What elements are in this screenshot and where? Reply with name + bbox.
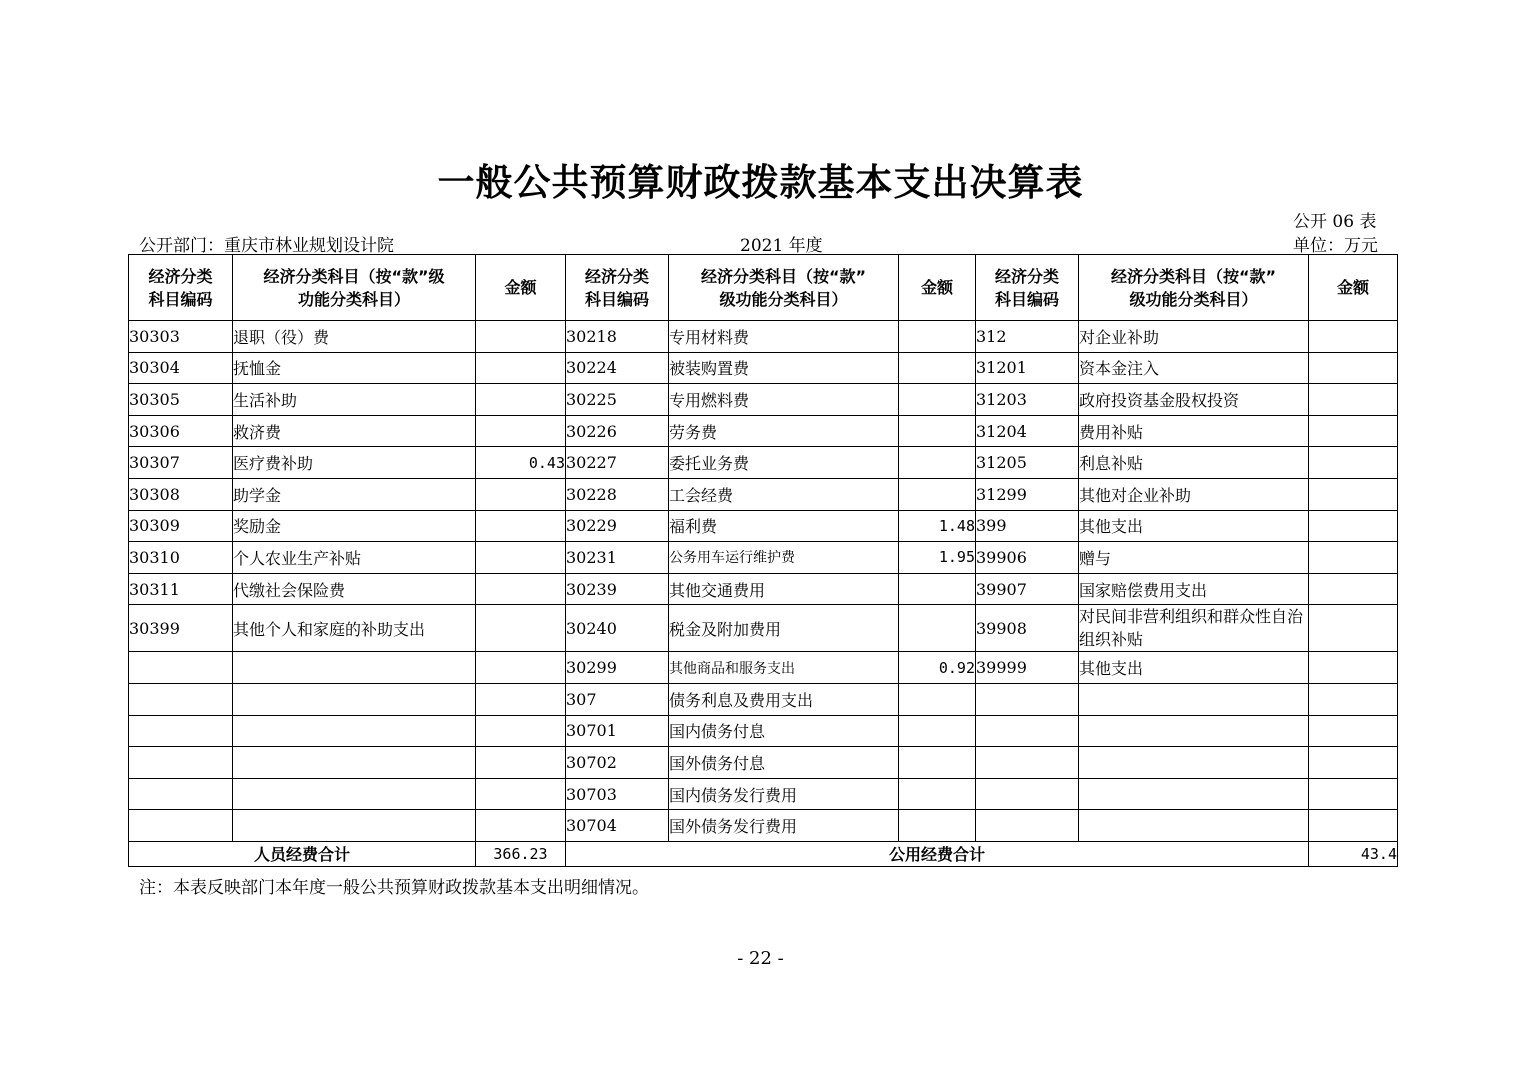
code-cell: 30305 bbox=[129, 384, 233, 416]
amount-cell bbox=[476, 478, 566, 510]
table-row bbox=[129, 747, 1398, 779]
name-cell: 劳务费 bbox=[669, 415, 899, 447]
amount-cell bbox=[1309, 810, 1398, 842]
amount-cell bbox=[1309, 542, 1398, 574]
code-cell bbox=[129, 652, 233, 684]
name-cell: 医疗费补助 bbox=[233, 447, 476, 479]
amount-cell: 1.48 bbox=[899, 510, 976, 542]
name-cell: 对民间非营利组织和群众性自治组织补贴 bbox=[1079, 605, 1309, 652]
header-code-3: 经济分类 科目编码 bbox=[976, 255, 1079, 321]
amount-cell bbox=[899, 573, 976, 605]
amount-cell bbox=[476, 573, 566, 605]
amount-cell bbox=[899, 810, 976, 842]
amount-cell: 1.95 bbox=[899, 542, 976, 574]
name-cell: 退职（役）费 bbox=[233, 321, 476, 353]
amount-cell bbox=[476, 321, 566, 353]
code-cell: 30229 bbox=[566, 510, 669, 542]
code-cell: 30703 bbox=[566, 778, 669, 810]
totals-row bbox=[129, 841, 1398, 866]
unit-label: 单位：万元 bbox=[1293, 236, 1378, 256]
code-cell: 30225 bbox=[566, 384, 669, 416]
name-cell: 国外债务付息 bbox=[669, 747, 899, 779]
amount-cell bbox=[1309, 384, 1398, 416]
name-cell: 资本金注入 bbox=[1079, 352, 1309, 384]
code-cell: 30308 bbox=[129, 478, 233, 510]
code-cell: 30304 bbox=[129, 352, 233, 384]
table-row bbox=[129, 810, 1398, 842]
amount-cell bbox=[1309, 778, 1398, 810]
code-cell: 31205 bbox=[976, 447, 1079, 479]
amount-cell bbox=[476, 683, 566, 715]
amount-cell bbox=[899, 605, 976, 652]
department-label: 公开部门：重庆市林业规划设计院 bbox=[139, 236, 394, 256]
footnote: 注：本表反映部门本年度一般公共预算财政拨款基本支出明细情况。 bbox=[139, 878, 649, 898]
code-cell: 30224 bbox=[566, 352, 669, 384]
public-total-value: 43.4 bbox=[1309, 841, 1398, 866]
amount-cell bbox=[899, 747, 976, 779]
name-cell bbox=[1079, 683, 1309, 715]
code-cell: 30399 bbox=[129, 605, 233, 652]
amount-cell bbox=[1309, 478, 1398, 510]
code-cell: 39907 bbox=[976, 573, 1079, 605]
code-cell: 39908 bbox=[976, 605, 1079, 652]
header-amount-2: 金额 bbox=[899, 255, 976, 321]
code-cell bbox=[976, 810, 1079, 842]
name-cell: 工会经费 bbox=[669, 478, 899, 510]
code-cell: 31204 bbox=[976, 415, 1079, 447]
code-cell: 30226 bbox=[566, 415, 669, 447]
table-row bbox=[129, 384, 1398, 416]
amount-cell bbox=[899, 384, 976, 416]
amount-cell bbox=[1309, 652, 1398, 684]
name-cell: 债务利息及费用支出 bbox=[669, 683, 899, 715]
table-row bbox=[129, 778, 1398, 810]
name-cell: 对企业补助 bbox=[1079, 321, 1309, 353]
amount-cell bbox=[476, 510, 566, 542]
code-cell: 30231 bbox=[566, 542, 669, 574]
table-row bbox=[129, 415, 1398, 447]
code-cell: 399 bbox=[976, 510, 1079, 542]
name-cell: 个人农业生产补贴 bbox=[233, 542, 476, 574]
amount-cell bbox=[476, 352, 566, 384]
amount-cell bbox=[1309, 447, 1398, 479]
table-row bbox=[129, 321, 1398, 353]
amount-cell bbox=[476, 384, 566, 416]
table-row bbox=[129, 683, 1398, 715]
code-cell bbox=[129, 747, 233, 779]
amount-cell bbox=[476, 778, 566, 810]
code-cell: 30239 bbox=[566, 573, 669, 605]
amount-cell bbox=[1309, 747, 1398, 779]
fiscal-year: 2021 年度 bbox=[740, 236, 823, 256]
amount-cell bbox=[899, 415, 976, 447]
name-cell: 专用燃料费 bbox=[669, 384, 899, 416]
amount-cell bbox=[899, 683, 976, 715]
amount-cell bbox=[1309, 352, 1398, 384]
amount-cell bbox=[476, 747, 566, 779]
code-cell: 30227 bbox=[566, 447, 669, 479]
header-amount-1: 金额 bbox=[476, 255, 566, 321]
table-row bbox=[129, 352, 1398, 384]
code-cell: 30704 bbox=[566, 810, 669, 842]
amount-cell bbox=[1309, 573, 1398, 605]
form-number: 公开 06 表 bbox=[1293, 212, 1377, 232]
code-cell bbox=[129, 778, 233, 810]
code-cell bbox=[129, 715, 233, 747]
expenditure-table bbox=[128, 254, 1398, 867]
amount-cell bbox=[899, 715, 976, 747]
name-cell: 其他个人和家庭的补助支出 bbox=[233, 605, 476, 652]
table-row bbox=[129, 510, 1398, 542]
name-cell: 助学金 bbox=[233, 478, 476, 510]
amount-cell bbox=[1309, 415, 1398, 447]
name-cell: 其他商品和服务支出 bbox=[669, 652, 899, 684]
code-cell: 30306 bbox=[129, 415, 233, 447]
code-cell: 30310 bbox=[129, 542, 233, 574]
amount-cell bbox=[1309, 510, 1398, 542]
name-cell: 奖励金 bbox=[233, 510, 476, 542]
name-cell: 其他支出 bbox=[1079, 652, 1309, 684]
name-cell bbox=[1079, 810, 1309, 842]
name-cell: 被装购置费 bbox=[669, 352, 899, 384]
name-cell bbox=[233, 810, 476, 842]
name-cell: 国内债务发行费用 bbox=[669, 778, 899, 810]
code-cell: 31299 bbox=[976, 478, 1079, 510]
header-name-1: 经济分类科目（按“款”级 功能分类科目） bbox=[233, 255, 476, 321]
name-cell bbox=[1079, 715, 1309, 747]
header-code-2: 经济分类 科目编码 bbox=[566, 255, 669, 321]
code-cell: 30311 bbox=[129, 573, 233, 605]
name-cell: 公务用车运行维护费 bbox=[669, 542, 899, 574]
code-cell: 30240 bbox=[566, 605, 669, 652]
name-cell bbox=[233, 715, 476, 747]
amount-cell bbox=[476, 415, 566, 447]
page-number: - 22 - bbox=[737, 948, 784, 969]
code-cell: 30701 bbox=[566, 715, 669, 747]
name-cell: 其他对企业补助 bbox=[1079, 478, 1309, 510]
code-cell bbox=[976, 683, 1079, 715]
personnel-total-value: 366.23 bbox=[476, 841, 566, 866]
code-cell: 312 bbox=[976, 321, 1079, 353]
table-header-row bbox=[129, 255, 1398, 321]
code-cell: 30303 bbox=[129, 321, 233, 353]
name-cell bbox=[233, 778, 476, 810]
table-row bbox=[129, 605, 1398, 652]
amount-cell bbox=[899, 447, 976, 479]
name-cell: 专用材料费 bbox=[669, 321, 899, 353]
code-cell bbox=[129, 810, 233, 842]
amount-cell bbox=[476, 652, 566, 684]
name-cell bbox=[1079, 747, 1309, 779]
code-cell: 30309 bbox=[129, 510, 233, 542]
amount-cell bbox=[1309, 605, 1398, 652]
code-cell: 39906 bbox=[976, 542, 1079, 574]
name-cell: 费用补贴 bbox=[1079, 415, 1309, 447]
table-row bbox=[129, 542, 1398, 574]
code-cell: 30702 bbox=[566, 747, 669, 779]
amount-cell bbox=[899, 478, 976, 510]
name-cell: 国内债务付息 bbox=[669, 715, 899, 747]
name-cell: 国家赔偿费用支出 bbox=[1079, 573, 1309, 605]
amount-cell: 0.92 bbox=[899, 652, 976, 684]
table-row bbox=[129, 573, 1398, 605]
amount-cell bbox=[476, 542, 566, 574]
code-cell: 30307 bbox=[129, 447, 233, 479]
code-cell: 30228 bbox=[566, 478, 669, 510]
name-cell: 赠与 bbox=[1079, 542, 1309, 574]
name-cell bbox=[233, 683, 476, 715]
header-name-2: 经济分类科目（按“款” 级功能分类科目） bbox=[669, 255, 899, 321]
amount-cell bbox=[1309, 683, 1398, 715]
name-cell: 国外债务发行费用 bbox=[669, 810, 899, 842]
table-row bbox=[129, 478, 1398, 510]
amount-cell bbox=[476, 810, 566, 842]
table-row bbox=[129, 447, 1398, 479]
name-cell: 福利费 bbox=[669, 510, 899, 542]
amount-cell bbox=[476, 715, 566, 747]
header-amount-3: 金额 bbox=[1309, 255, 1398, 321]
name-cell bbox=[233, 747, 476, 779]
public-total-label: 公用经费合计 bbox=[566, 841, 1309, 866]
header-code-1: 经济分类 科目编码 bbox=[129, 255, 233, 321]
page-title: 一般公共预算财政拨款基本支出决算表 bbox=[437, 161, 1084, 204]
name-cell bbox=[233, 652, 476, 684]
code-cell bbox=[976, 747, 1079, 779]
code-cell bbox=[976, 778, 1079, 810]
amount-cell bbox=[1309, 715, 1398, 747]
amount-cell bbox=[899, 352, 976, 384]
table-row bbox=[129, 715, 1398, 747]
personnel-total-label: 人员经费合计 bbox=[129, 841, 476, 866]
code-cell bbox=[976, 715, 1079, 747]
amount-cell bbox=[476, 605, 566, 652]
code-cell: 31201 bbox=[976, 352, 1079, 384]
name-cell: 利息补贴 bbox=[1079, 447, 1309, 479]
amount-cell bbox=[899, 321, 976, 353]
name-cell: 税金及附加费用 bbox=[669, 605, 899, 652]
name-cell: 生活补助 bbox=[233, 384, 476, 416]
name-cell: 政府投资基金股权投资 bbox=[1079, 384, 1309, 416]
code-cell: 30218 bbox=[566, 321, 669, 353]
name-cell: 抚恤金 bbox=[233, 352, 476, 384]
code-cell: 31203 bbox=[976, 384, 1079, 416]
amount-cell bbox=[1309, 321, 1398, 353]
table-row bbox=[129, 652, 1398, 684]
name-cell bbox=[1079, 778, 1309, 810]
name-cell: 代缴社会保险费 bbox=[233, 573, 476, 605]
code-cell: 39999 bbox=[976, 652, 1079, 684]
amount-cell: 0.43 bbox=[476, 447, 566, 479]
name-cell: 委托业务费 bbox=[669, 447, 899, 479]
name-cell: 其他交通费用 bbox=[669, 573, 899, 605]
code-cell: 307 bbox=[566, 683, 669, 715]
name-cell: 其他支出 bbox=[1079, 510, 1309, 542]
code-cell: 30299 bbox=[566, 652, 669, 684]
code-cell bbox=[129, 683, 233, 715]
header-name-3: 经济分类科目（按“款” 级功能分类科目） bbox=[1079, 255, 1309, 321]
amount-cell bbox=[899, 778, 976, 810]
name-cell: 救济费 bbox=[233, 415, 476, 447]
